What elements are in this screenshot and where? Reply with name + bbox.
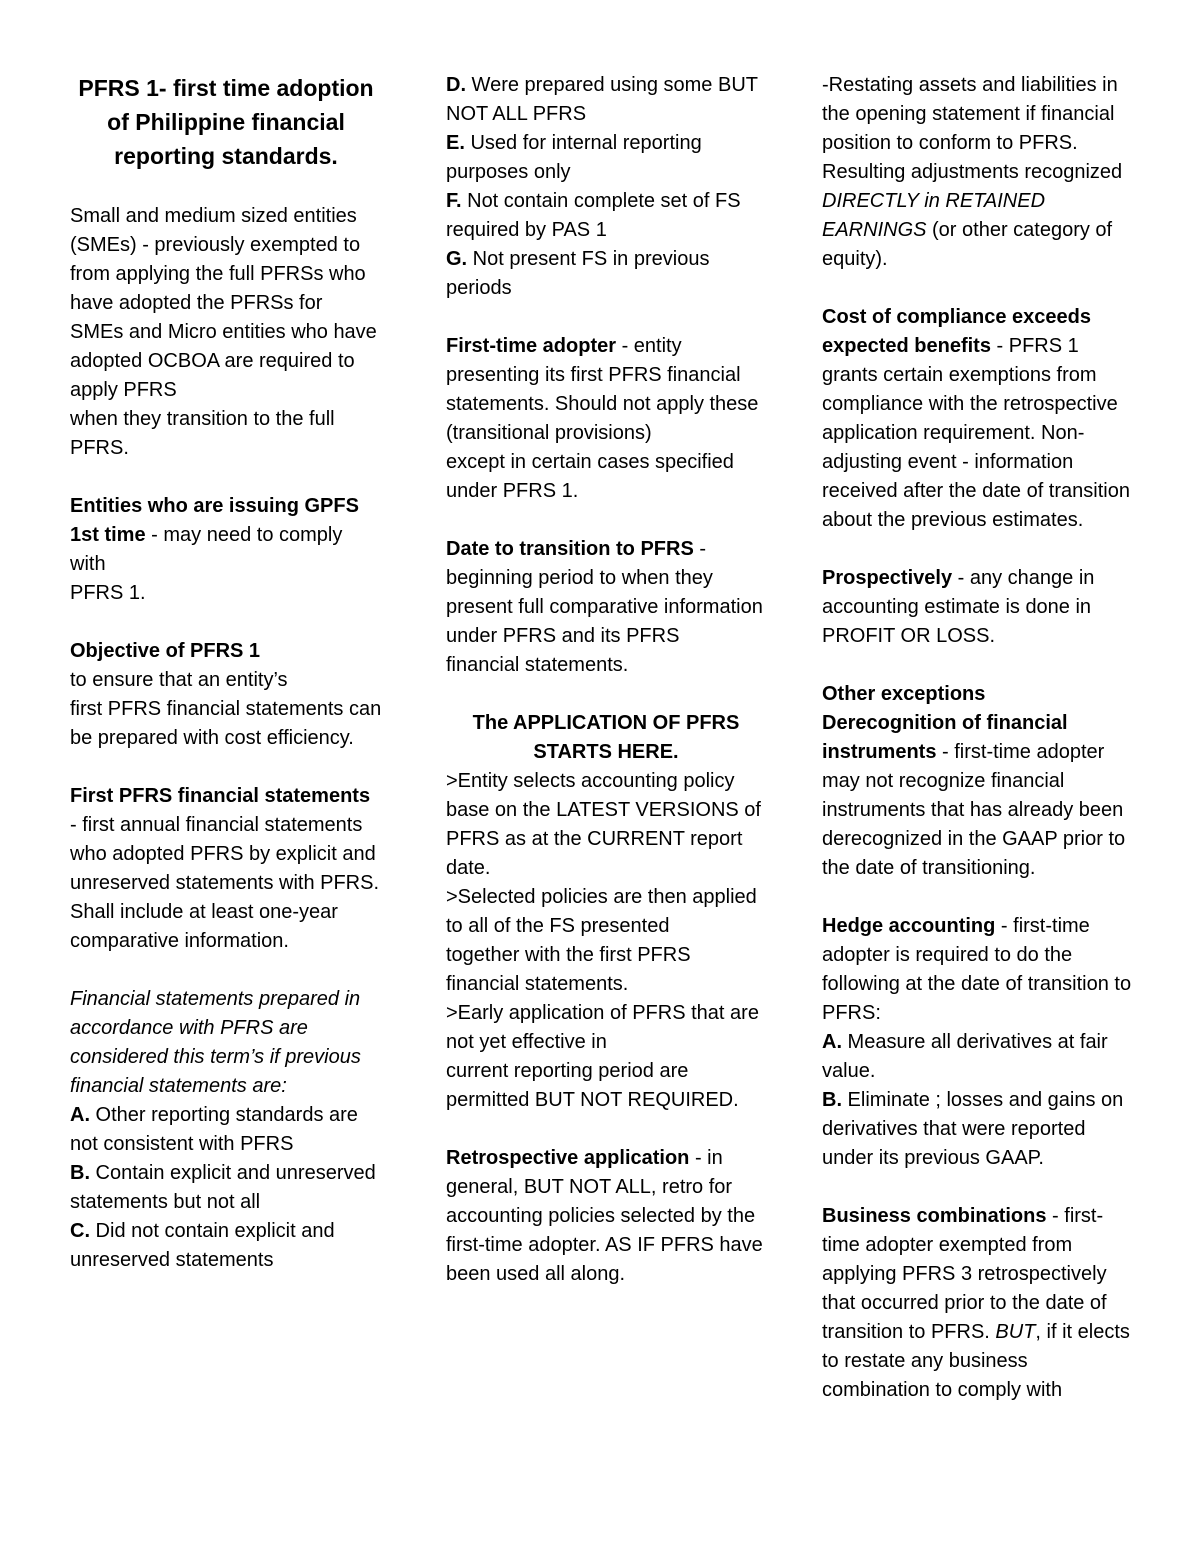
list-item <box>70 1101 382 1159</box>
considered-text: Financial statements prepared in accordance with PFRS are considered this term’s if previous financial statements are: <box>70 988 361 1097</box>
business-heading: Business combinations <box>822 1205 1047 1227</box>
prospectively-paragraph <box>822 564 1137 651</box>
objective-line: first PFRS financial statements can be prepared with cost efficiency. <box>70 698 382 749</box>
item-text: Used for internal reporting purposes only <box>446 132 702 183</box>
date-transition-text: - beginning period to when they present full comparative information under PFRS and its PFRS <box>446 538 763 647</box>
item-text: Eliminate ; losses and gains on derivatives that were reported under its previous GAAP. <box>822 1089 1124 1169</box>
application-line: >Entity selects accounting policy base on the LATEST VERSIONS of PFRS as at the CURRENT report date. <box>446 770 761 879</box>
list-item <box>446 187 766 245</box>
first-time-tail: except in certain cases specified under PFRS 1. <box>446 451 734 502</box>
list-item <box>446 129 766 187</box>
prospectively-heading: Prospectively <box>822 567 953 589</box>
hedge-text: - first-time adopter is required to do the following at the date of transition to PFRS: <box>822 915 1132 1024</box>
retro-text: - in general, BUT NOT ALL, retro for accounting policies selected by the first-time adopter. AS IF PFRS have been used all along. <box>446 1147 763 1285</box>
list-item <box>446 71 766 129</box>
item-text: Did not contain explicit and unreserved statements <box>70 1220 335 1271</box>
first-time-paragraph <box>446 332 766 506</box>
item-text: Not contain complete set of FS required by PAS 1 <box>446 190 741 241</box>
item-letter: C. <box>70 1220 90 1242</box>
gpfs-paragraph <box>70 492 382 608</box>
cost-text: - PFRS 1 grants certain exemptions from compliance with the retrospective application requirement. Non-adjusting event - information received after the date of transition about the previous estimates. <box>822 335 1130 531</box>
application-line: >Selected policies are then applied to all of the FS presented <box>446 886 757 937</box>
item-text: Other reporting standards are not consistent with PFRS <box>70 1104 358 1155</box>
smes-line: Small and medium sized entities (SMEs) - previously exempted to from applying the full PFRSs who have adopted the PFRSs for <box>70 205 366 314</box>
first-time-heading: First-time adopter <box>446 335 617 357</box>
hedge-paragraph <box>822 912 1137 1173</box>
item-letter: B. <box>70 1162 90 1184</box>
application-heading: The APPLICATION OF PFRS STARTS HERE. <box>472 712 740 763</box>
restating-post: (or other category of equity). <box>822 219 1113 270</box>
first-fs-line: who adopted PFRS by explicit and unreserved statements with PFRS. <box>70 843 380 894</box>
business-post: , if it elects to restate any business combination to comply with <box>822 1321 1130 1401</box>
column-1 <box>70 71 382 1275</box>
objective-paragraph <box>70 637 382 753</box>
list-item <box>446 245 766 303</box>
date-transition-heading: Date to transition to PFRS <box>446 538 694 560</box>
smes-line: when they transition to the full PFRS. <box>70 408 335 459</box>
first-fs-line: Shall include at least one-year comparative information. <box>70 901 338 952</box>
business-paragraph <box>822 1202 1137 1405</box>
date-transition-paragraph <box>446 535 766 680</box>
objective-heading: Objective of PFRS 1 <box>70 640 261 662</box>
retro-paragraph <box>446 1144 766 1289</box>
first-time-text: - entity presenting its first PFRS financial statements. Should not apply these (transitional provisions) <box>446 335 759 444</box>
derecognition-heading: Derecognition of financial instruments <box>822 712 1068 763</box>
cost-paragraph <box>822 303 1137 535</box>
business-emphasis: BUT <box>995 1321 1036 1343</box>
list-item <box>822 1086 1137 1173</box>
item-letter: B. <box>822 1089 842 1111</box>
page-title: PFRS 1- first time adoption of Philippine financial reporting standards. <box>78 75 374 169</box>
restating-emphasis: DIRECTLY in RETAINED EARNINGS <box>822 190 1046 241</box>
date-transition-tail: financial statements. <box>446 654 629 676</box>
item-text: Measure all derivatives at fair value. <box>822 1031 1108 1082</box>
prospectively-text: - any change in accounting estimate is done in PROFIT OR LOSS. <box>822 567 1095 647</box>
smes-paragraph <box>70 202 382 463</box>
cost-heading: Cost of compliance exceeds expected benefits <box>822 306 1091 357</box>
smes-line: SMEs and Micro entities who have adopted OCBOA are required to apply PFRS <box>70 321 377 401</box>
item-letter: E. <box>446 132 465 154</box>
item-letter: A. <box>822 1031 842 1053</box>
gpfs-heading: Entities who are issuing GPFS 1st time <box>70 495 359 546</box>
first-fs-line: - first annual financial statements <box>70 814 363 836</box>
business-text: - first-time adopter exempted from applying PFRS 3 retrospectively that occurred prior to the date of transition to PFRS. <box>822 1205 1107 1343</box>
item-letter: F. <box>446 190 462 212</box>
item-text: Were prepared using some BUT NOT ALL PFRS <box>446 74 758 125</box>
restating-paragraph <box>822 71 1137 274</box>
application-paragraph <box>446 709 766 1115</box>
list-item <box>70 1159 382 1217</box>
list-item <box>70 1217 382 1275</box>
item-letter: D. <box>446 74 466 96</box>
derecognition-text: - first-time adopter may not recognize financial instruments that has already been derecognized in the GAAP prior to the date of transitioning. <box>822 741 1126 879</box>
column-2 <box>446 71 766 1289</box>
application-line: together with the first PFRS financial statements. <box>446 944 691 995</box>
hedge-heading: Hedge accounting <box>822 915 996 937</box>
application-line: >Early application of PFRS that are not yet effective in <box>446 1002 759 1053</box>
retro-heading: Retrospective application <box>446 1147 690 1169</box>
derecognition-paragraph <box>822 680 1137 883</box>
restating-text: -Restating assets and liabilities in the opening statement if financial position to conform to PFRS. Resulting adjustments recognized <box>822 74 1123 183</box>
items-paragraph <box>446 71 766 303</box>
item-text: Not present FS in previous periods <box>446 248 710 299</box>
gpfs-text: - may need to comply with <box>70 524 343 575</box>
first-fs-paragraph <box>70 782 382 956</box>
application-line: current reporting period are permitted BUT NOT REQUIRED. <box>446 1060 739 1111</box>
column-3 <box>822 71 1137 1405</box>
item-letter: G. <box>446 248 468 270</box>
first-fs-heading: First PFRS financial statements <box>70 785 371 807</box>
other-exceptions-heading: Other exceptions <box>822 683 986 705</box>
list-item <box>822 1028 1137 1086</box>
item-text: Contain explicit and unreserved statements but not all <box>70 1162 376 1213</box>
item-letter: A. <box>70 1104 90 1126</box>
considered-paragraph <box>70 985 382 1275</box>
gpfs-tail: PFRS 1. <box>70 582 146 604</box>
objective-line: to ensure that an entity’s <box>70 669 288 691</box>
